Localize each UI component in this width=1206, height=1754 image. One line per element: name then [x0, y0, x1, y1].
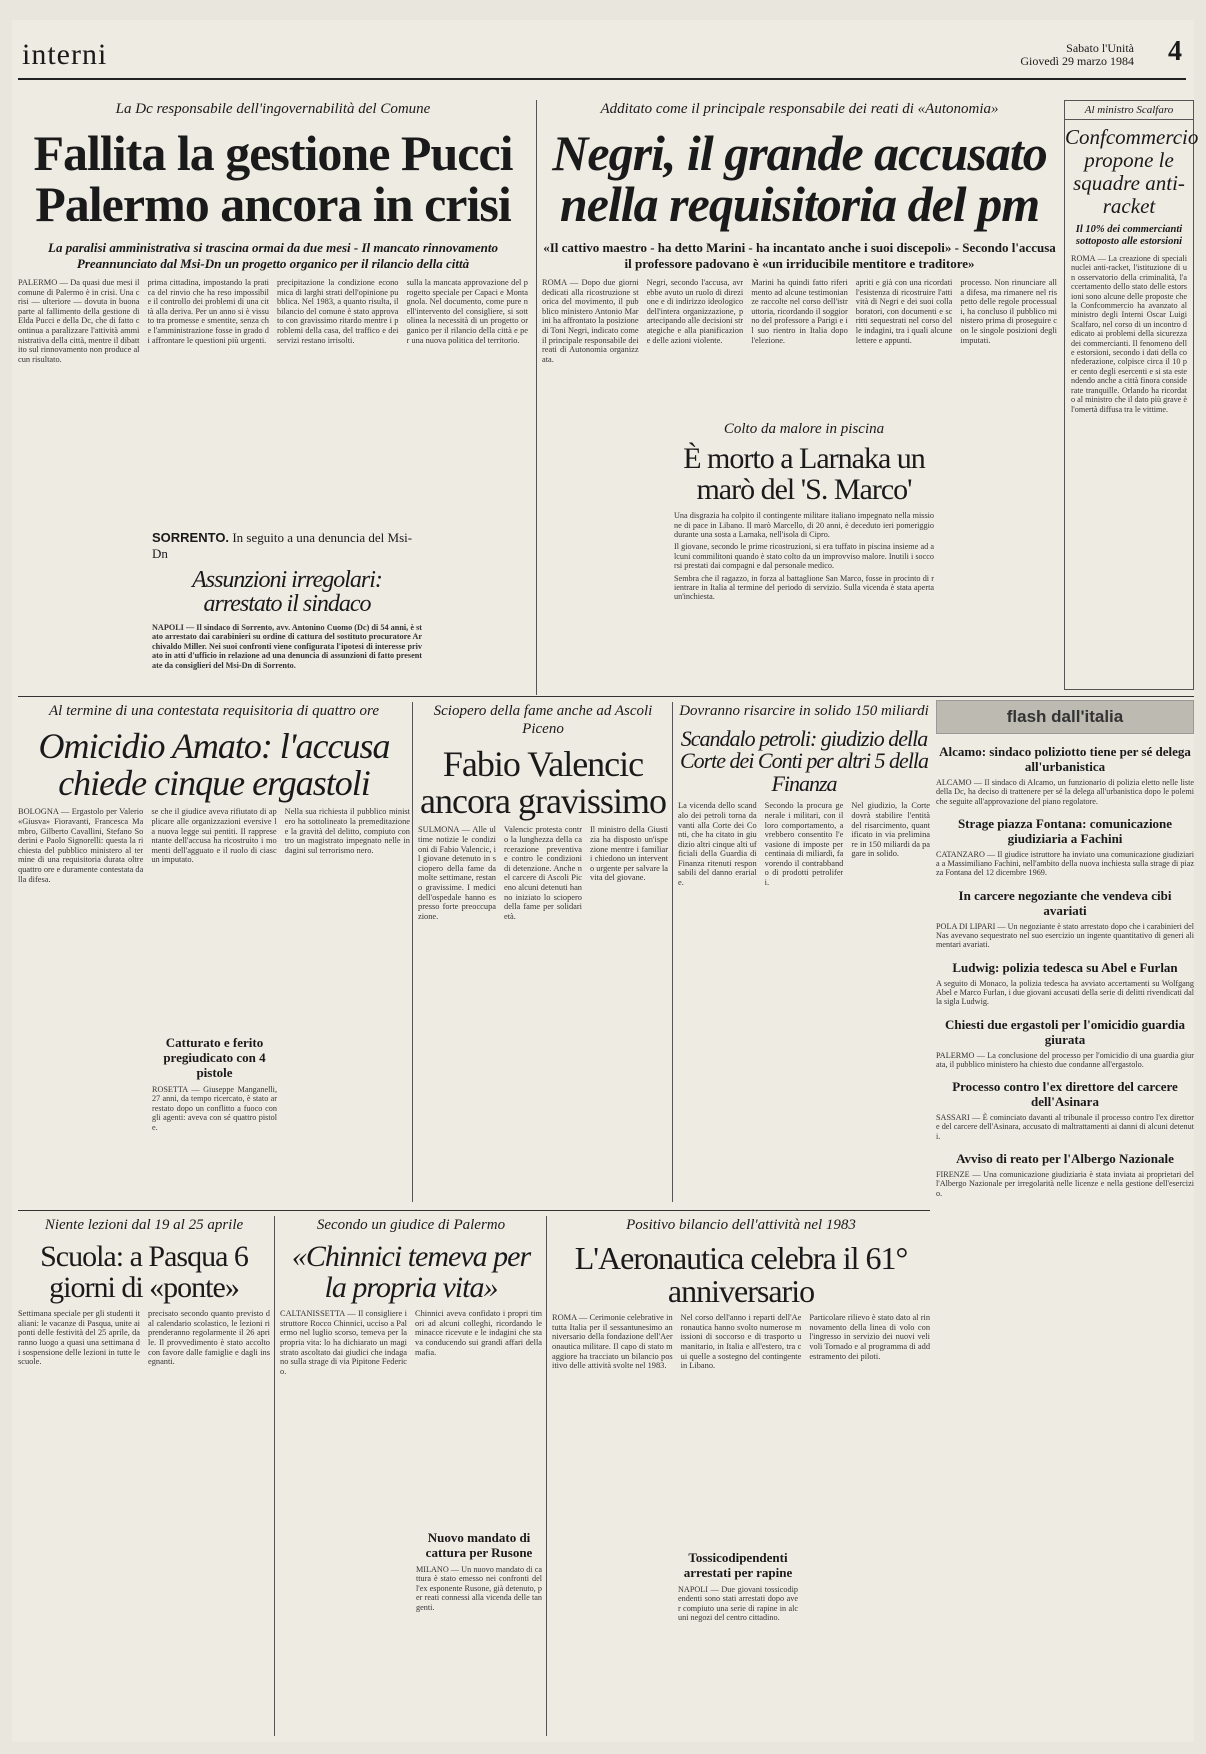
headline: Scandalo petroli: giudizio della Corte dei Conti per altri 5 della Finanza: [679, 726, 929, 796]
brief-item: [936, 816, 1194, 878]
body-column: precisato secondo quanto previsto dal calendario scolastico, le lezioni riprenderanno regolarmente il 26 aprile. Il provvedimento è stato accolto con favore dalle famiglie e dagli insegnanti.: [148, 1309, 270, 1367]
issue-date: Giovedì 29 marzo 1984: [1020, 54, 1134, 68]
column-rule: [672, 702, 673, 1202]
brief-item: [936, 888, 1194, 950]
headline: Scuola: a Pasqua 6 giorni di «ponte»: [40, 1240, 248, 1304]
body-column: CALTANISSETTA — Il consigliere istruttore Rocco Chinnici, ucciso a Palermo nel luglio scorso, temeva per la propria vita: lo ha dichiarato un magistrato ascoltato dai giudici che indagano sulla strage di via Pipitone Federico.: [280, 1309, 407, 1376]
article-sorrento: [152, 530, 422, 690]
body-column: sulla la mancata approvazione del progetto speciale per Capaci e Montagnola. Nel documento, come pure nell'intervento del consigliere, si sottolinea la necessità di un progetto organico per il rilancio della città e per una nuova politica del territorio.: [406, 278, 528, 345]
brief-title: Avviso di reato per l'Albergo Nazionale: [956, 1151, 1174, 1167]
brief-item: [936, 1079, 1194, 1141]
column-rule: [274, 1216, 275, 1736]
article-paragraph: Sembra che il ragazzo, in forza al battaglione San Marco, fosse in procinto di rientrare in Italia al termine del periodo di servizio. Sulla vicenda è stata aperta un'inchiesta.: [674, 573, 934, 602]
article-body: NAPOLI — Due giovani tossicodipendenti sono stati arrestati dopo aver compiuto una serie di rapine in alcuni negozi del centro cittadino.: [678, 1585, 798, 1623]
body-column: se che il giudice aveva rifiutato di applicare alle organizzazioni eversive la nuova legge sui pentiti. Il rappresentante dell'accusa ha ricostruito i momenti dell'agguato e il ruolo di ciascun imputato.: [151, 807, 277, 865]
headline: L'Aeronautica celebra il 61° anniversario: [574, 1240, 908, 1309]
brief-text: CATANZARO — Il giudice istruttore ha inviato una comunicazione giudiziaria a Massimiliano Fachini, nell'ambito della nuova inchiesta sulla strage di piazza Fontana del 12 dicembre 1969.: [936, 849, 1194, 878]
dateline-tag: SORRENTO.: [152, 530, 230, 545]
flash-title: flash dall'italia: [936, 700, 1194, 734]
body-column: prima cittadina, impostando la pratica del rinvio che ha reso impossibile il controllo dei problemi di una città alla deriva. Per un anno si è vissuto tra promesse e smentite, senza che l'amministrazione fosse in grado di affrontare le questioni più urgenti.: [147, 278, 269, 345]
paper-name: Sabato l'Unità: [1066, 41, 1134, 55]
section-rule: [18, 1210, 930, 1211]
article-paragraph: Una disgrazia ha colpito il contingente militare italiano impegnato nella missione di pace in Libano. Il marò Marcello, di 20 anni, è deceduto ieri pomeriggio durante una sosta a Larnaka, nell'isola di Cipro.: [674, 511, 934, 539]
kicker: Colto da malore in piscina: [723, 421, 885, 437]
body-column: precipitazione la condizione economica di larghi strati dell'opinione pubblica. Nel 1983, a quanto risulta, il bilancio del comune è stato approvato con gravissimo ritardo mentre i problemi della casa, del traffico e dei servizi restano irrisolti.: [277, 278, 399, 345]
headline: Negri, il grande accusato nella requisitoria del pm: [552, 125, 1047, 232]
article-scuola: [18, 1216, 270, 1736]
headline: Assunzioni irregolari: arrestato il sindaco: [192, 567, 382, 618]
column-rule: [412, 702, 413, 1202]
kicker: Al ministro Scalfaro: [1065, 101, 1193, 120]
body-column: processo. Non rinunciare alla difesa, ma rimanere nel rispetto delle regole processuali, ha concluso il pubblico ministero prima di proseguire con le singole posizioni degli imputati.: [960, 278, 1057, 345]
body-column: La vicenda dello scandalo dei petroli torna davanti alla Corte dei Conti, che ha citato in giudizio altri cinque alti ufficiali della Guardia di Finanza ritenuti responsabili del danno erariale.: [678, 801, 757, 888]
kicker: Additato come il principale responsabile dei reati di «Autonomia»: [600, 101, 999, 117]
body-column: Settimana speciale per gli studenti italiani: le vacanze di Pasqua, unite ai ponti delle festività del 25 aprile, daranno luogo a quasi una settimana di sospensione delle lezioni in tutte le scuole.: [18, 1309, 140, 1367]
article-body: [678, 801, 930, 1181]
body-column: Chinnici aveva confidato i propri timori ad alcuni colleghi, ricordando le minacce ricevute e le indagini che stava conducendo sui grandi affari della mafia.: [415, 1309, 542, 1357]
brief-item: [936, 1151, 1194, 1198]
body-column: BOLOGNA — Ergastolo per Valerio «Giusva» Fioravanti, Francesca Mambro, Gilberto Cavallini, Stefano Soderini e Paolo Signorelli: questa la richiesta del pubblico ministero al termine di una requisitoria durata oltre quattro ore e duramente contestata dalla difesa.: [18, 807, 144, 884]
article-body: [18, 1309, 270, 1709]
kicker: Al termine di una contestata requisitoria di quattro ore: [49, 703, 379, 719]
kicker: [152, 530, 422, 562]
body-column: ROMA — Dopo due giorni dedicati alla ricostruzione storica del movimento, il pubblico ministero Antonio Marini ha affrontato la posizione di Toni Negri, indicato come il principale responsabile dei reati di Autonomia organizzata.: [542, 278, 639, 364]
article-body: MILANO — Un nuovo mandato di cattura è stato emesso nei confronti dell'ex esponente Rusone, già detenuto, per reati connessi alla vicenda delle tangenti.: [416, 1565, 542, 1612]
body-column: Nel giudizio, la Corte dovrà stabilire l'entità del risarcimento, quantificato in via preliminare in 150 miliardi da pagare in solido.: [851, 801, 930, 859]
brief-title: Strage piazza Fontana: comunicazione giudiziaria a Fachini: [957, 815, 1173, 846]
subheadline: La paralisi amministrativa si trascina ormai da due mesi - Il mancato rinnovamento Preannunciato dal Msi-Dn un progetto organico per il rilancio della città: [48, 240, 498, 271]
masthead-date: [1020, 42, 1134, 68]
brief-item: [936, 744, 1194, 806]
body-column: Il ministro della Giustizia ha disposto un'ispezione mentre i familiari chiedono un intervento urgente per salvare la vita del giovane.: [590, 825, 668, 883]
brief-text: ALCAMO — Il sindaco di Alcamo, un funzionario di polizia eletto nelle liste della Dc, ha deciso di trattenere per sé la delega all'urbanistica dopo le polemiche seguite all'approvazione del piano regolatore.: [936, 778, 1194, 806]
headline: È morto a Larnaka un marò del 'S. Marco': [683, 442, 925, 506]
brief-item: [936, 960, 1194, 1007]
kicker-text: In seguito a una denuncia del Msi-Dn: [152, 530, 413, 561]
body-column: ROMA — Cerimonie celebrative in tutta Italia per il sessantunesimo anniversario della fondazione dell'Aeronautica militare. Il capo di stato maggiore ha tracciato un bilancio positivo delle attività svolte nel 1983.: [552, 1313, 673, 1371]
subheadline: Il 10% dei commercianti sottoposto alle estorsioni: [1075, 224, 1183, 247]
body-column: Marini ha quindi fatto riferimento ad alcune testimonianze raccolte nel corso dell'istruttoria, ricordando il soggiorno del professore a Parigi e il suo rientro in Italia dopo l'elezione.: [751, 278, 848, 345]
brief-title: Processo contro l'ex direttore del carcere dell'Asinara: [952, 1079, 1178, 1110]
kicker: Positivo bilancio dell'attività nel 1983: [626, 1217, 856, 1233]
section-rule: [18, 696, 1194, 697]
brief-title: Chiesti due ergastoli per l'omicidio guardia giurata: [945, 1016, 1185, 1047]
article-body: [18, 278, 528, 548]
brief-title: Alcamo: sindaco poliziotto tiene per sé delega all'urbanistica: [939, 744, 1191, 774]
flash-briefs: [936, 700, 1194, 1740]
headline: Confcommercio propone le squadre anti-racket: [1065, 125, 1199, 218]
column-rule: [546, 1216, 547, 1736]
brief-title: Ludwig: polizia tedesca su Abel e Furlan: [952, 959, 1178, 975]
sidebar-confcommercio: [1064, 100, 1199, 690]
body-column: Valencic protesta contro la lunghezza della carcerazione preventiva e contro le condizioni di detenzione. Anche nel carcere di Ascoli Piceno alcuni detenuti hanno iniziato lo sciopero della fame per solidarietà.: [504, 825, 582, 921]
headline: Fallita la gestione Pucci Palermo ancora in crisi: [33, 125, 513, 232]
body-column: PALERMO — Da quasi due mesi il comune di Palermo è in crisi. Una crisi — ulteriore — dovuta in buona parte al fallimento della gestione di Elda Pucci e della Dc, che di fatto continua a paralizzare l'attività amministrativa della città, mentre il dibattito sul rinnovamento non produce alcun risultato.: [18, 278, 140, 364]
article-petroli: [678, 702, 930, 1202]
body-column: Negri, secondo l'accusa, avrebbe avuto un ruolo di direzione e di indirizzo ideologico dell'intera organizzazione, partecipando alle decisioni strategiche e alla pianificazione delle azioni violente.: [646, 278, 744, 345]
headline: «Chinnici temeva per la propria vita»: [291, 1240, 531, 1304]
kicker: Dovranno risarcire in solido 150 miliardi: [679, 703, 929, 719]
kicker: Sciopero della fame anche ad Ascoli Piceno: [433, 703, 653, 737]
page-header: [18, 32, 1186, 80]
section-name: interni: [22, 38, 108, 71]
column-rule: [536, 100, 537, 695]
headline: Omicidio Amato: l'accusa chiede cinque ergastoli: [38, 726, 390, 803]
subheadline: «Il cattivo maestro - ha detto Marini - ha incantato anche i suoi discepoli» - Secondo l'accusa il professore padovano è «un irriducibile mentitore e traditore»: [543, 240, 1056, 271]
article-body: ROMA — La creazione di speciali nuclei anti-racket, l'istituzione di un osservatorio della criminalità, l'accertamento dello stato delle estorsioni sono alcune delle proposte che la Confcommercio ha avanzato al ministro degli Interni Oscar Luigi Scalfaro, nel corso di un incontro dedicato ai problemi della sicurezza dei commercianti. Il fenomeno delle estorsioni, secondo i dati della confederazione, colpisce circa il 10 per cento degli esercenti e si sta estendendo anche a città finora considerate tranquille. Orlando ha ricordato al ministro che il dato più grave è l'omertà diffusa tra le vittime.: [1071, 254, 1187, 414]
brief-text: SASSARI — È cominciato davanti al tribunale il processo contro l'ex direttore del carcere dell'Asinara, accusato di maltrattamenti ai danni di alcuni detenuti.: [936, 1113, 1194, 1141]
brief-text: PALERMO — La conclusione del processo per l'omicidio di una guardia giurata, il pubblico ministero ha chiesto due condanne all'ergastolo.: [936, 1050, 1194, 1069]
kicker: Niente lezioni dal 19 al 25 aprile: [44, 1217, 244, 1233]
body-column: Nel corso dell'anno i reparti dell'Aeronautica hanno svolto numerose missioni di soccorso e di trasporto umanitario, in Italia e all'estero, tra cui quelle a sostegno del contingente in Libano.: [680, 1313, 802, 1371]
brief-text: FIRENZE — Una comunicazione giudiziaria è stata inviata ai proprietari dell'Albergo Nazionale per irregolarità nelle licenze e nella gestione dell'esercizio.: [936, 1170, 1194, 1198]
body-column: apriti e già con una ricordati l'esistenza di ricostruire l'attività di Negri e dei suoi collaboratori, con documenti e scritti sequestrati nel corso delle indagini, tra i quali alcune lettere e appunti.: [855, 278, 953, 345]
kicker: La Dc responsabile dell'ingovernabilità del Comune: [115, 101, 431, 117]
article-rusone: [416, 1530, 542, 1730]
page-number: 4: [1168, 36, 1182, 67]
body-column: SULMONA — Alle ultime notizie le condizioni di Fabio Valencic, il giovane detenuto in sciopero della fame da molte settimane, restano gravissime. I medici dell'ospedale hanno espresso forte preoccupazione.: [418, 825, 496, 921]
article-larnaka: [674, 420, 934, 690]
headline: Fabio Valencic ancora gravissimo: [420, 744, 666, 821]
article-body: ROSETTA — Giuseppe Manganelli, 27 anni, da tempo ricercato, è stato arrestato dopo un conflitto a fuoco con gli agenti: aveva con sé quattro pistole.: [152, 1085, 277, 1132]
headline: Nuovo mandato di cattura per Rusone: [425, 1530, 533, 1560]
article-tossicodipendenti: [678, 1550, 798, 1730]
article-paragraph: Il giovane, secondo le prime ricostruzioni, si era tuffato in piscina insieme ad alcuni commilitoni quando è stato colto da un improvviso malore. Inutili i soccorsi prestati dai compagni e dal personale medico.: [674, 542, 934, 571]
headline: Catturato e ferito pregiudicato con 4 pistole: [163, 1035, 266, 1080]
brief-text: POLA DI LIPARI — Un negoziante è stato arrestato dopo che i carabinieri del Nas avevano sequestrato nel suo esercizio un ingente quantitativo di generi alimentari avariati.: [936, 921, 1194, 950]
newspaper-page: [12, 20, 1199, 1742]
body-column: Secondo la procura generale i militari, con il loro comportamento, avrebbero consentito l'evasione di imposte per centinaia di miliardi, favorendo il contrabbando di prodotti petroliferi.: [764, 801, 844, 888]
brief-text: A seguito di Monaco, la polizia tedesca ha avviato accertamenti su Wolfgang Abel e Marco Furlan, i due giovani accusati della serie di delitti rivendicati dalla sigla Ludwig.: [936, 978, 1194, 1007]
article-body: NAPOLI — Il sindaco di Sorrento, avv. Antonino Cuomo (Dc) di 54 anni, è stato arrestato dai carabinieri su ordine di cattura del sostituto procuratore Archivaldo Miller. Nei suoi confronti viene configurata l'ipotesi di interesse privato in atti d'ufficio in relazione ad una denuncia di assunzioni di fatto presentate da consiglieri del Msi-Dn di Sorrento.: [152, 622, 422, 670]
brief-item: [936, 1017, 1194, 1070]
headline: Tossicodipendenti arrestati per rapine: [683, 1550, 793, 1580]
article-body: [418, 825, 668, 1185]
article-valencic: [418, 702, 668, 1202]
brief-title: In carcere negoziante che vendeva cibi avariati: [958, 887, 1172, 918]
body-column: Particolare rilievo è stato dato al rinnovamento della linea di volo con l'ingresso in servizio dei nuovi velivoli Tornado e al programma di addestramento dei piloti.: [809, 1313, 930, 1361]
kicker: Secondo un giudice di Palermo: [316, 1217, 506, 1233]
article-catturato: [152, 1035, 277, 1185]
body-column: Nella sua richiesta il pubblico ministero ha sottolineato la premeditazione e la gravità del delitto, compiuto contro un magistrato impegnato nelle indagini sul terrorismo nero.: [284, 807, 410, 855]
